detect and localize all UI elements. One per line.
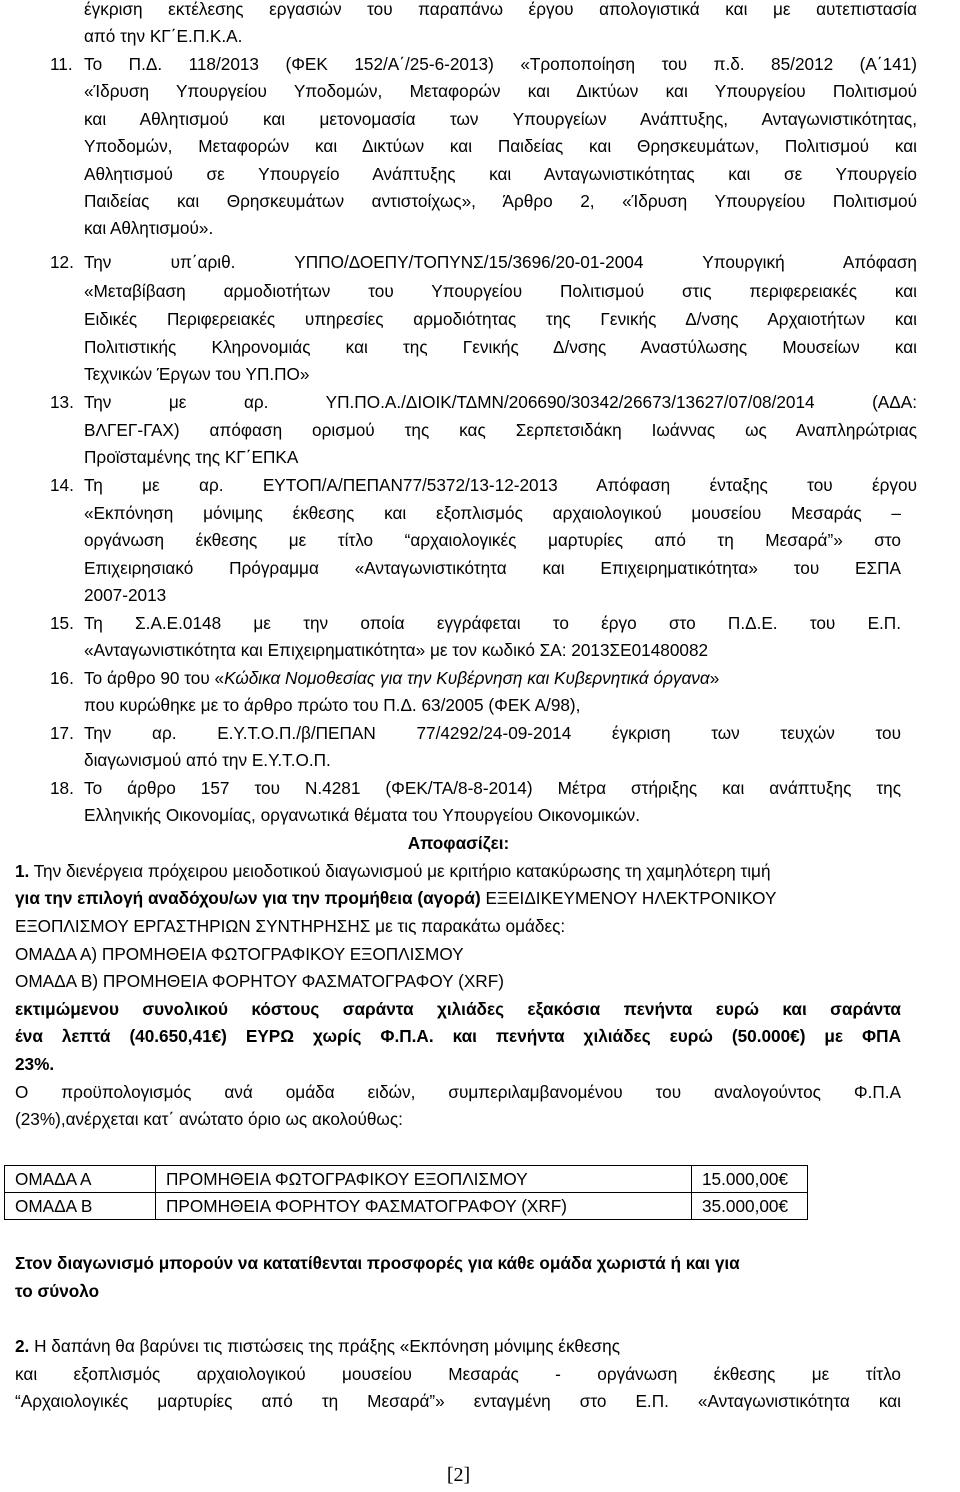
- list-number: 13.: [50, 392, 74, 412]
- decision-1-line: [15, 858, 960, 885]
- decision-number: 2.: [15, 1336, 30, 1356]
- code-title-italic: Κώδικα Νομοθεσίας για την Κυβέρνηση και Κυβερνητικά όργανα: [224, 668, 710, 688]
- table-cell-description: ΠΡΟΜΗΘΕΙΑ ΦΩΤΟΓΡΑΦΙΚΟΥ ΕΞΟΠΛΙΣΜΟΥ: [156, 1166, 692, 1193]
- body-text-line: Προϊσταμένης της ΚΓ΄ΕΠΚΑ: [84, 447, 299, 467]
- body-text-line: «Ίδρυση Υπουργείου Υποδομών, Μεταφορών και Δικτύων και Υπουργείου Πολιτισμού: [84, 81, 917, 101]
- body-text-line: Ειδικές Περιφερειακές υπηρεσίες αρμοδιότητας της Γενικής Δ/νσης Αρχαιοτήτων και: [84, 309, 917, 329]
- body-text-line: «Μεταβίβαση αρμοδιοτήτων του Υπουργείου Πολιτισμού στις περιφερειακές και: [84, 281, 917, 301]
- body-text-line: Το Π.Δ. 118/2013 (ΦΕΚ 152/Α΄/25-6-2013) «Τροποποίηση του π.δ. 85/2012 (Α΄141): [84, 54, 917, 74]
- table-cell-group: ΟΜΑΔΑ Α: [5, 1166, 156, 1193]
- body-text-line: Αθλητισμού σε Υπουργείο Ανάπτυξης και Ανταγωνιστικότητας και σε Υπουργείο: [84, 164, 917, 184]
- body-text-line: από την ΚΓ΄Ε.Π.Κ.Α.: [84, 26, 243, 46]
- body-text-line: «Εκπόνηση μόνιμης έκθεσης και εξοπλισμός αρχαιολογικού μουσείου Μεσαράς –: [84, 503, 901, 523]
- list-number: 16.: [50, 668, 74, 688]
- budget-table: [4, 1165, 808, 1220]
- table-row: [5, 1166, 808, 1193]
- budget-text-line: Ο προϋπολογισμός ανά ομάδα ειδών, συμπεριλαμβανομένου του αναλογούντος Φ.Π.Α: [15, 1082, 901, 1102]
- decision-2-line: [15, 1333, 620, 1360]
- list-number: 15.: [50, 613, 74, 633]
- body-text-segment: ΕΞΕΙΔΙΚΕΥΜΕΝΟΥ ΗΛΕΚΤΡΟΝΙΚΟΥ: [480, 888, 777, 908]
- list-number: 14.: [50, 475, 74, 495]
- body-text-segment: »: [709, 668, 720, 688]
- table-cell-amount: 15.000,00€: [692, 1166, 808, 1193]
- body-text-segment: Το άρθρο 90 του «: [84, 668, 225, 688]
- list-number: 12.: [50, 252, 74, 272]
- body-text-line: που κυρώθηκε με το άρθρο πρώτο του Π.Δ. 63/2005 (ΦΕΚ Α/98),: [84, 695, 581, 715]
- list-number: 11.: [50, 54, 73, 74]
- table-cell-description: ΠΡΟΜΗΘΕΙΑ ΦΟΡΗΤΟΥ ΦΑΣΜΑΤΟΓΡΑΦΟΥ (XRF): [156, 1193, 692, 1220]
- body-text-bold: για την επιλογή αναδόχου/ων για την προμήθεια (αγορά): [15, 888, 481, 908]
- body-text-line: [84, 665, 719, 692]
- tender-note-line: Στον διαγωνισμό μπορούν να κατατίθενται προσφορές για κάθε ομάδα χωριστά ή και για: [15, 1253, 740, 1273]
- budget-text-line: (23%),ανέρχεται κατ΄ ανώτατο όριο ως ακολούθως:: [15, 1109, 403, 1129]
- body-text-line: Την αρ. Ε.Υ.Τ.Ο.Π./β/ΠΕΠΑΝ 77/4292/24-09-2014 έγκριση των τευχών του: [84, 723, 901, 743]
- list-number: 17.: [50, 723, 74, 743]
- body-text-line: έγκριση εκτέλεσης εργασιών του παραπάνω έργου απολογιστικά και με αυτεπιστασία: [84, 0, 917, 19]
- body-text-line: ΕΞΟΠΛΙΣΜΟΥ ΕΡΓΑΣΤΗΡΙΩΝ ΣΥΝΤΗΡΗΣΗΣ με τις παρακάτω ομάδες:: [15, 916, 566, 936]
- body-text-line: Πολιτιστικής Κληρονομιάς και της Γενικής Δ/νσης Αναστύλωσης Μουσείων και: [84, 337, 917, 357]
- body-text-line: και Αθλητισμού και μετονομασία των Υπουργείων Ανάπτυξης, Ανταγωνιστικότητας,: [84, 109, 917, 129]
- body-text-line: Υποδομών, Μεταφορών και Δικτύων και Παιδείας και Θρησκευμάτων, Πολιτισμού και: [84, 136, 917, 156]
- list-number: 18.: [50, 778, 74, 798]
- body-text-line: Παιδείας και Θρησκευμάτων αντιστοίχως», Άρθρο 2, «Ίδρυση Υπουργείου Πολιτισμού: [84, 191, 917, 211]
- group-a-line: ΟΜΑΔΑ Α) ΠΡΟΜΗΘΕΙΑ ΦΩΤΟΓΡΑΦΙΚΟΥ ΕΞΟΠΛΙΣΜΟΥ: [15, 944, 464, 964]
- table-row: [5, 1193, 808, 1220]
- cost-text-line: ένα λεπτά (40.650,41€) ΕΥΡΩ χωρίς Φ.Π.Α. και πενήντα χιλιάδες ευρώ (50.000€) με ΦΠΑ: [15, 1026, 901, 1046]
- body-text-line: Το άρθρο 157 του Ν.4281 (ΦΕΚ/ΤΑ/8-8-2014) Μέτρα στήριξης και ανάπτυξης της: [84, 778, 901, 798]
- body-text-line: Τη Σ.Α.Ε.0148 με την οποία εγγράφεται το έργο στο Π.Δ.Ε. του Ε.Π.: [84, 613, 901, 633]
- body-text-line: Επιχειρησιακό Πρόγραμμα «Ανταγωνιστικότητα και Επιχειρηματικότητα» του ΕΣΠΑ: [84, 558, 901, 578]
- decision-1-line: [15, 885, 776, 912]
- cost-text-line: εκτιμώμενου συνολικού κόστους σαράντα χιλιάδες εξακόσια πενήντα ευρώ και σαράντα: [15, 999, 901, 1019]
- body-text-segment: Την διενέργεια πρόχειρου μειοδοτικού διαγωνισμού με κριτήριο κατακύρωσης τη χαμηλότερη τιμή: [29, 861, 771, 881]
- body-text-line: Ελληνικής Οικονομίας, οργανωτικά θέματα του Υπουργείου Οικονομικών.: [84, 805, 641, 825]
- tender-note-line: το σύνολο: [15, 1281, 100, 1301]
- decision-number: 1.: [15, 861, 30, 881]
- decides-heading: Αποφασίζει:: [407, 833, 510, 853]
- body-text-line: Την με αρ. ΥΠ.ΠΟ.Α./ΔΙΟΙΚ/ΤΔΜΝ/206690/30342/26673/13627/07/08/2014 (ΑΔΑ:: [84, 392, 917, 412]
- body-text-line: ΒΛΓΕΓ-ΓΑΧ) απόφαση ορισμού της κας Σερπετσιδάκη Ιωάννας ως Αναπληρώτριας: [84, 420, 917, 440]
- table-cell-group: ΟΜΑΔΑ Β: [5, 1193, 156, 1220]
- body-text-line: οργάνωση έκθεσης με τίτλο “αρχαιολογικές μαρτυρίες από τη Μεσαρά”» στο: [84, 530, 901, 550]
- body-text-segment: Η δαπάνη θα βαρύνει τις πιστώσεις της πράξης «Εκπόνηση μόνιμης έκθεσης: [29, 1336, 621, 1356]
- group-b-line: ΟΜΑΔΑ Β) ΠΡΟΜΗΘΕΙΑ ΦΟΡΗΤΟΥ ΦΑΣΜΑΤΟΓΡΑΦΟΥ (XRF): [15, 971, 504, 991]
- body-text-line: διαγωνισμού από την Ε.Υ.Τ.Ο.Π.: [84, 750, 331, 770]
- body-text-line: και εξοπλισμός αρχαιολογικού μουσείου Μεσαράς - οργάνωση έκθεσης με τίτλο: [15, 1364, 901, 1384]
- body-text-line: και Αθλητισμού».: [84, 218, 214, 238]
- body-text-line: “Αρχαιολογικές μαρτυρίες από τη Μεσαρά”» ενταγμένη στο Ε.Π. «Ανταγωνιστικότητα και: [15, 1391, 901, 1411]
- body-text-line: Την υπ΄αριθ. ΥΠΠΟ/ΔΟΕΠΥ/ΤΟΠΥΝΣ/15/3696/20-01-2004 Υπουργική Απόφαση: [84, 252, 917, 272]
- body-text-line: 2007-2013: [84, 585, 167, 605]
- body-text-line: Τη με αρ. ΕΥΤΟΠ/Α/ΠΕΠΑΝ77/5372/13-12-2013 Απόφαση ένταξης του έργου: [84, 475, 917, 495]
- body-text-line: Τεχνικών Έργων του ΥΠ.ΠΟ»: [84, 364, 310, 384]
- table-cell-amount: 35.000,00€: [692, 1193, 808, 1220]
- cost-text-line: 23%.: [15, 1054, 55, 1074]
- page-number: [2]: [446, 1464, 471, 1486]
- body-text-line: «Ανταγωνιστικότητα και Επιχειρηματικότητα» με τον κωδικό ΣΑ: 2013ΣΕ01480082: [84, 640, 709, 660]
